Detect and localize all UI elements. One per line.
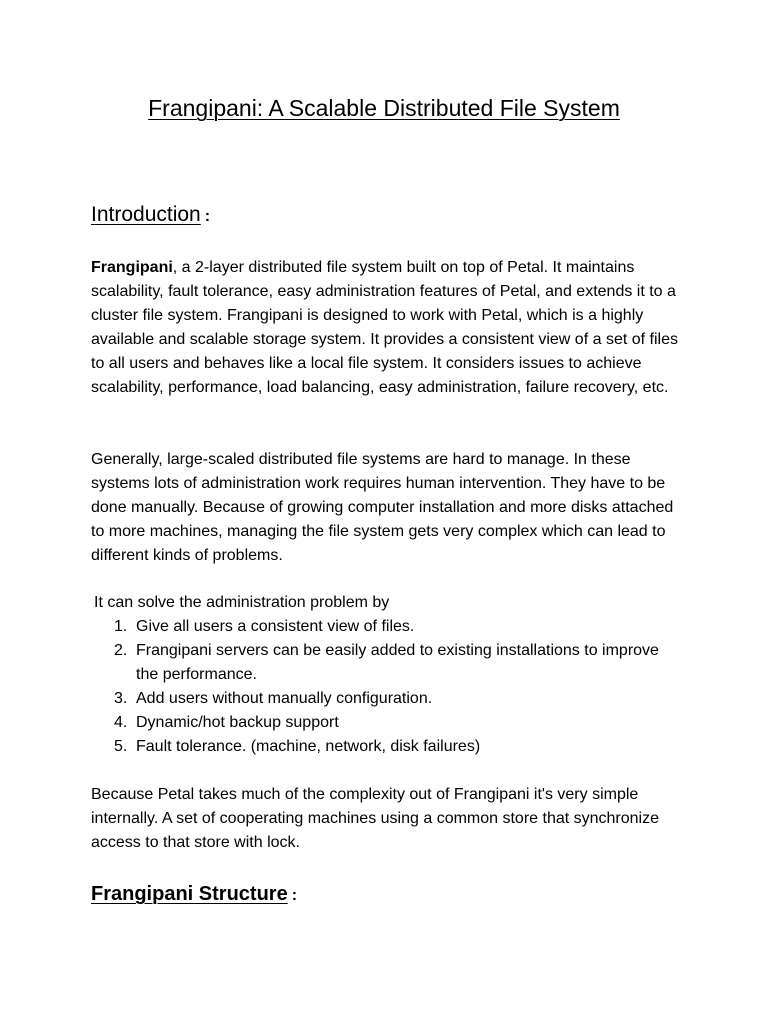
list-item-number: 2. [114, 642, 128, 659]
list-item-number: 5. [114, 738, 128, 755]
introduction-paragraph-3: Because Petal takes much of the complexity out of Frangipani it's very simple internally. A set of cooperating machines using a common store that synchronize access to that store with lock. [91, 786, 660, 851]
frangipani-bold-lead: Frangipani [91, 259, 173, 276]
list-item-text: Fault tolerance. (machine, network, disk failures) [136, 738, 481, 755]
list-item-number: 4. [114, 714, 128, 731]
introduction-paragraph-1 [91, 256, 691, 400]
structure-heading-colon: : [291, 887, 298, 904]
section-heading-introduction [91, 201, 210, 231]
section-heading-structure [91, 880, 297, 910]
list-item [91, 615, 671, 639]
list-intro-text: It can solve the administration problem by [94, 594, 390, 611]
list-item [91, 735, 671, 759]
list-item-text: Add users without manually configuration. [136, 690, 433, 707]
list-item-text: Give all users a consistent view of files. [136, 618, 415, 635]
list-item-text: Frangipani servers can be easily added to existing installations to improve the performance. [136, 642, 659, 683]
introduction-heading-colon: : [204, 208, 211, 225]
numbered-list [91, 615, 671, 759]
list-item [91, 711, 671, 735]
list-item-text: Dynamic/hot backup support [136, 714, 339, 731]
list-item [91, 639, 671, 687]
list-item-number: 1. [114, 618, 128, 635]
introduction-heading-text: Introduction [91, 203, 201, 226]
list-item [91, 687, 671, 711]
structure-heading-text: Frangipani Structure [91, 883, 288, 905]
document-title: Frangipani: A Scalable Distributed File System [148, 95, 620, 121]
introduction-paragraph-2: Generally, large-scaled distributed file systems are hard to manage. In these systems lots of administration work requires human intervention. They have to be done manually. Because of growing computer installation and more disks attached to more machines, managing the file system gets very complex which can lead to different kinds of problems. [91, 451, 674, 564]
list-item-number: 3. [114, 690, 128, 707]
paragraph-1-text: , a 2-layer distributed file system built on top of Petal. It maintains scalability, fault tolerance, easy administration features of Petal, and extends it to a cluster file system. Frangipani is designed to work with Petal, which is a highly available and scalable storage system. It provides a consistent view of a set of files to all users and behaves like a local file system. It considers issues to achieve scalability, performance, load balancing, easy administration, failure recovery, etc. [91, 259, 678, 396]
